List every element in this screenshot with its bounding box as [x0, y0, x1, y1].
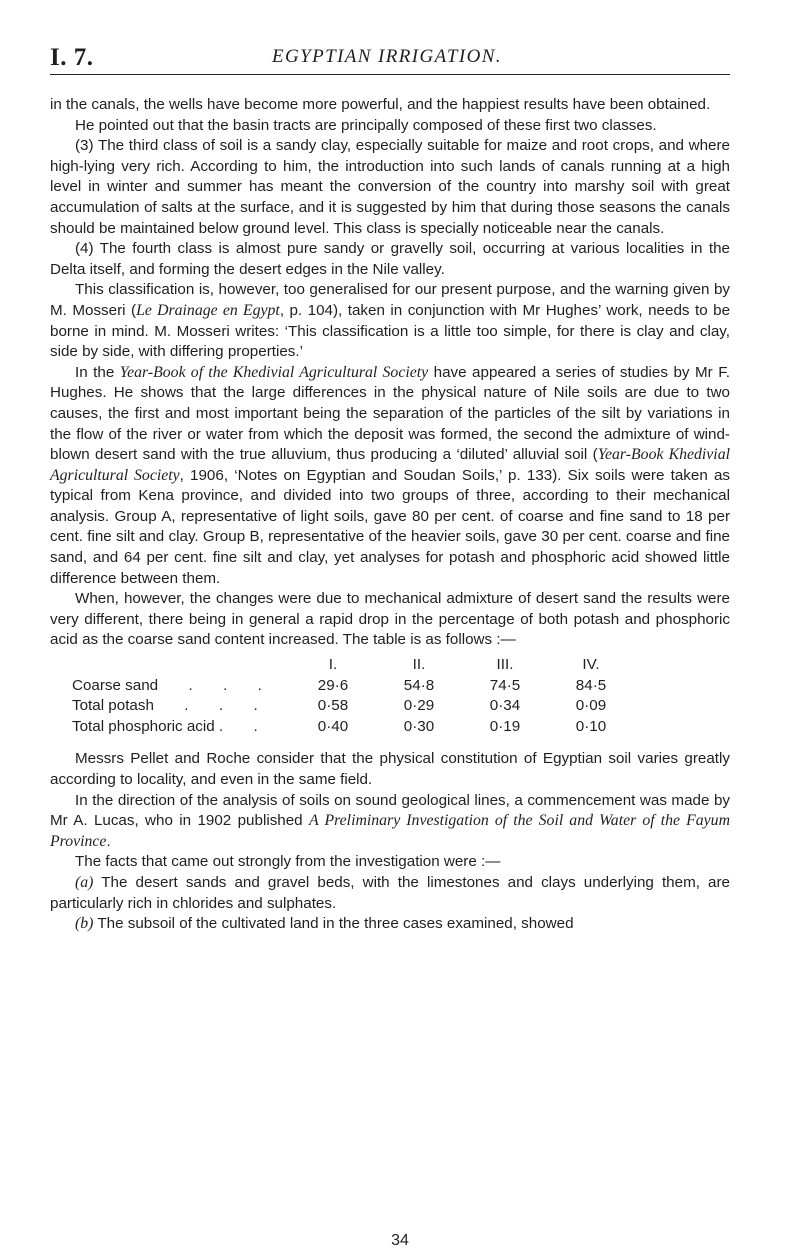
row-label: Coarse sand . . . — [72, 676, 262, 694]
table-row — [72, 696, 634, 717]
table-cell: 84·5 — [575, 676, 607, 694]
column-header: I. — [328, 656, 338, 674]
list-marker: (b) — [75, 915, 94, 933]
paragraph-6 — [50, 363, 730, 590]
paragraph-text: . — [106, 832, 111, 850]
paragraph-7 — [50, 589, 730, 651]
paragraph-text: In the — [75, 363, 120, 381]
paragraph-text: He pointed out that the basin tracts are principally composed of these first two classes. — [75, 116, 657, 134]
table-cell: 54·8 — [403, 676, 435, 694]
soil-analysis-table — [72, 655, 634, 737]
column-header: III. — [496, 656, 514, 674]
paragraph-text: The subsoil of the cultivated land in the three cases examined, showed — [93, 915, 574, 933]
citation-title: Year-Book Khedivial Agricultural Society — [50, 446, 730, 484]
paragraph-text: This classification is, however, too generalised for our present purpose, and the warning given by M. Mosseri ( — [50, 281, 730, 319]
paragraph-text: When, however, the changes were due to mechanical admixture of desert sand the results were very different, there being in general a rapid drop in the percentage of both potash and phosphoric acid as the coarse sand content increased. The table is as follows :— — [50, 590, 730, 649]
table-header-row — [72, 655, 634, 676]
table-cell: 0·19 — [489, 717, 521, 735]
column-header: IV. — [582, 656, 600, 674]
paragraph-text: The facts that came out strongly from the investigation were :— — [75, 853, 501, 871]
table-cell: 0·40 — [317, 717, 349, 735]
table-cell: 29·6 — [317, 676, 349, 694]
table-cell: 0·09 — [575, 697, 607, 715]
table-cell: 0·10 — [575, 717, 607, 735]
table-corner — [72, 655, 290, 676]
table-cell: 0·30 — [403, 717, 435, 735]
section-number: I. 7. — [50, 44, 94, 71]
paragraph-5 — [50, 280, 730, 362]
citation-title: Le Drainage en Egypt — [136, 301, 280, 319]
paragraph-1 — [50, 95, 730, 116]
paragraph-3 — [50, 136, 730, 239]
running-title: EGYPTIAN IRRIGATION. — [272, 46, 502, 67]
citation-title: A Preliminary Investigation of the Soil and Water of the Fayum Province — [50, 812, 730, 850]
paragraph-text: in the canals, the wells have become more powerful, and the happiest results have been obtained. — [50, 96, 711, 113]
row-label: Total potash . . . — [72, 697, 258, 715]
paragraph-4 — [50, 239, 730, 280]
body-text — [50, 95, 730, 935]
paragraph-text: In the direction of the analysis of soils on sound geological lines, a commencement was made by Mr A. Lucas, who in 1902 published — [50, 791, 730, 830]
table-cell: 0·58 — [317, 697, 349, 715]
list-marker: (a) — [75, 873, 94, 891]
paragraph-10 — [50, 852, 730, 873]
paragraph-text: (4) The fourth class is almost pure sandy or gravelly soil, occurring at various localities in the Delta itself, and forming the desert edges in the Nile valley. — [50, 240, 730, 278]
paragraph-text: , p. 104), taken in conjunction with Mr Hughes’ work, needs to be borne in mind. M. Mosseri writes: ‘This classification is a little too simple, for there is clay and clay, side by side, with differing properties.’ — [50, 301, 731, 361]
paragraph-12 — [50, 914, 730, 935]
table-cell: 74·5 — [489, 676, 521, 694]
page-number: 34 — [391, 1232, 409, 1249]
paragraph-text: have appeared a series of studies by Mr F. Hughes. He shows that the large differences in the physical nature of Nile soils are due to two causes, the first and most important being the separation of the particles of the silt by variations in the flow of the river or water from which the deposit was formed, the second the admixture of wind-blown desert sand with the true alluvium, thus producing a ‘diluted’ alluvial soil ( — [50, 363, 731, 464]
paragraph-9 — [50, 791, 730, 853]
paragraph-8 — [50, 749, 730, 790]
column-header: II. — [412, 656, 426, 674]
citation-title: Year-Book of the Khedivial Agricultural Society — [119, 363, 429, 381]
paragraph-text: Messrs Pellet and Roche consider that the physical constitution of Egyptian soil varies greatly according to locality, and even in the same field. — [50, 750, 730, 788]
paragraph-text: The desert sands and gravel beds, with the limestones and clays underlying them, are particularly rich in chlorides and sulphates. — [50, 873, 730, 912]
paragraph-text: (3) The third class of soil is a sandy clay, especially suitable for maize and root crops, and where high-lying very rich. According to him, the introduction into such lands of canals running at a high level in winter and summer has meant the conversion of the country into marshy soil with great accumulation of salts at the surface, and it is suggested by him that during those seasons the canals should be maintained below ground level. This class is specially noticeable near the canals. — [50, 137, 730, 237]
table-row — [72, 717, 634, 738]
table-cell: 0·34 — [489, 697, 521, 715]
paragraph-11 — [50, 873, 730, 914]
row-label: Total phosphoric acid . . — [72, 717, 258, 735]
running-header — [50, 44, 730, 75]
paragraph-2 — [50, 116, 730, 137]
table-cell: 0·29 — [403, 697, 435, 715]
table-row — [72, 676, 634, 697]
paragraph-text: , 1906, ‘Notes on Egyptian and Soudan Soils,’ p. 133). Six soils were taken as typical from Kena province, and divided into two groups of three, according to their mechanical analysis. Group A, representative of light soils, gave 80 per cent. of coarse and fine sand to 18 per cent. fine silt and clay. Group B, representative of the heavier soils, gave 30 per cent. coarse and fine sand, and 64 per cent. fine silt and clay, yet analyses for potash and phosphoric acid showed little difference between them. — [50, 466, 731, 587]
